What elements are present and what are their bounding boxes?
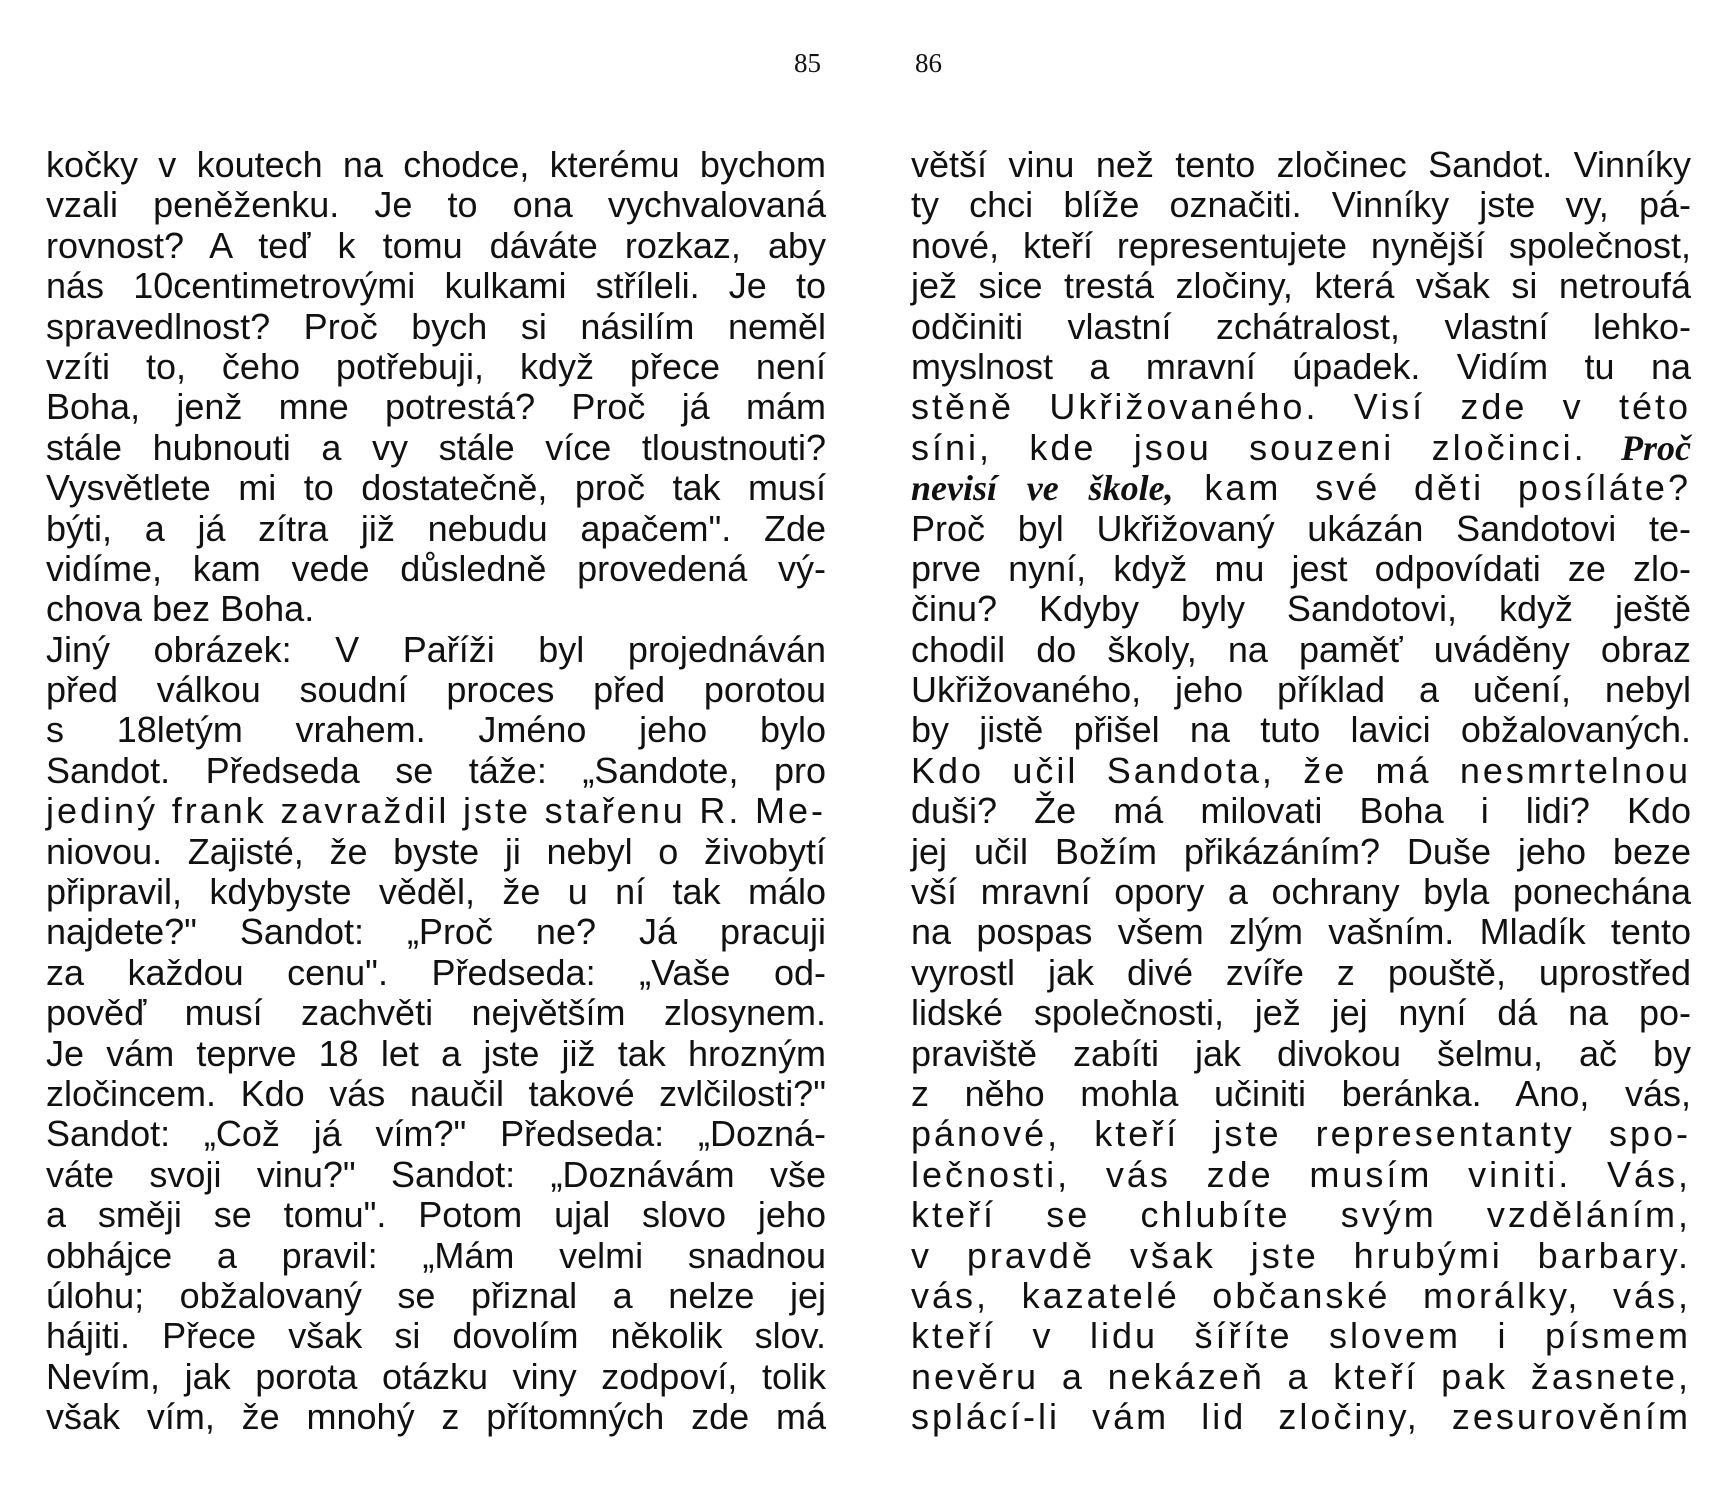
emphasis-text: Proč: [1621, 427, 1691, 468]
text-line: obhájce a pravil: „Mám velmi snadnou: [46, 1234, 826, 1276]
text-line: na pospas všem zlým vašním. Mladík tento: [911, 911, 1691, 953]
text-line: před válkou soudní proces před porotou: [46, 669, 826, 711]
text-line: a směji se tomu". Potom ujal slovo jeho: [46, 1194, 826, 1236]
text-line: vás, kazatelé občanské morálky, vás,: [911, 1274, 1691, 1316]
text-line: nás 10centimetrovými kulkami stříleli. Je to: [46, 265, 826, 307]
text-line: niovou. Zajisté, že byste ji nebyl o živobytí: [46, 830, 826, 872]
text-line: hájiti. Přece však si dovolím několik slov.: [46, 1315, 826, 1357]
text-line: praviště zabíti jak divokou šelmu, ač by: [911, 1032, 1691, 1074]
text-line: [911, 468, 1691, 508]
text-line: prve nyní, když mu jest odpovídati ze zlo-: [911, 547, 1691, 589]
text-line: zločincem. Kdo vás naučil takové zvlčilosti?": [46, 1072, 826, 1114]
text-line: vidíme, kam vede důsledně provedená vý-: [46, 547, 826, 589]
text-line: váte svoji vinu?" Sandot: „Doznávám vše: [46, 1153, 826, 1195]
text-line: stěně Ukřižovaného. Visí zde v této: [911, 386, 1691, 428]
page-number-left: 85: [794, 48, 821, 78]
text-line: spravedlnost? Proč bych si násilím neměl: [46, 305, 826, 347]
text-line: lečnosti, vás zde musím viniti. Vás,: [911, 1153, 1691, 1195]
text-line: vzali peněženku. Je to ona vychvalovaná: [46, 184, 826, 226]
text-line: rovnost? A teď k tomu dáváte rozkaz, aby: [46, 224, 826, 266]
text-line: s 18letým vrahem. Jméno jeho bylo: [46, 709, 826, 751]
text-line: pověď musí zachvěti největším zlosynem.: [46, 992, 826, 1034]
text-line: chova bez Boha.: [46, 588, 315, 630]
text-line: býti, a já zítra již nebudu apačem". Zde: [46, 507, 826, 549]
text-line: Kdo učil Sandota, že má nesmrtelnou: [911, 749, 1691, 791]
text-line: odčiniti vlastní zchátralost, vlastní lehko-: [911, 305, 1691, 347]
text-line: Proč byl Ukřižovaný ukázán Sandotovi te-: [911, 507, 1691, 549]
text-line: by jistě přišel na tuto lavici obžalovaných.: [911, 709, 1691, 751]
text-line: lidské společnosti, jež jej nyní dá na po-: [911, 992, 1691, 1034]
text-line: činu? Kdyby byly Sandotovi, když ještě: [911, 588, 1691, 630]
page-number-right: 86: [915, 48, 942, 78]
text-line: kočky v koutech na chodce, kterému bychom: [46, 144, 826, 185]
text-line: chodil do školy, na paměť uváděny obraz: [911, 628, 1691, 670]
text-line: za každou cenu". Předseda: „Vaše od-: [46, 951, 826, 993]
text-line: připravil, kdybyste věděl, že u ní tak málo: [46, 871, 826, 913]
text-line: stále hubnouti a vy stále více tloustnouti?: [46, 426, 826, 468]
left-page: [46, 0, 826, 1500]
text-line: Ukřižovaného, jeho příklad a učení, nebyl: [911, 669, 1691, 711]
right-page: [911, 0, 1691, 1500]
text-line: jej učil Božím přikázáním? Duše jeho beze: [911, 830, 1691, 872]
text-line: větší vinu než tento zločinec Sandot. Vinníky: [911, 144, 1691, 185]
text-line: kteří se chlubíte svým vzděláním,: [911, 1194, 1691, 1236]
text-line: splácí-li vám lid zločiny, zesurověním: [911, 1396, 1691, 1438]
text-line: jež sice trestá zločiny, která však si netroufá: [911, 265, 1691, 307]
text-line: Vysvětlete mi to dostatečně, proč tak musí: [46, 467, 826, 509]
text-line: úlohu; obžalovaný se přiznal a nelze jej: [46, 1274, 826, 1316]
text-line: Je vám teprve 18 let a jste již tak hrozným: [46, 1032, 826, 1074]
text-segment: kam své děti posíláte?: [1204, 467, 1691, 509]
text-line: kteří v lidu šíříte slovem i písmem: [911, 1315, 1691, 1357]
text-line: v pravdě však jste hrubými barbary.: [911, 1234, 1691, 1276]
text-line: pánové, kteří jste representanty spo-: [911, 1113, 1691, 1155]
text-line: [911, 428, 1691, 468]
text-line: jediný frank zavraždil jste stařenu R. Me-: [46, 790, 826, 832]
text-line: však vím, že mnohý z přítomných zde má: [46, 1396, 826, 1438]
text-line: duši? Že má milovati Boha i lidi? Kdo: [911, 790, 1691, 832]
text-line: ty chci blíže označiti. Vinníky jste vy, pá-: [911, 184, 1691, 226]
text-line: vzíti to, čeho potřebuji, když přece není: [46, 345, 826, 387]
right-page-text: [911, 145, 1691, 1438]
text-line: najdete?" Sandot: „Proč ne? Já pracuji: [46, 911, 826, 953]
text-line: nové, kteří representujete nynější společnost,: [911, 224, 1691, 266]
text-segment: síni, kde jsou souzeni zločinci.: [911, 426, 1587, 468]
left-page-text: [46, 145, 826, 1438]
text-line: Sandot: „Což já vím?" Předseda: „Dozná-: [46, 1113, 826, 1155]
text-line: myslnost a mravní úpadek. Vidím tu na: [911, 345, 1691, 387]
text-line: z něho mohla učiniti beránka. Ano, vás,: [911, 1072, 1691, 1114]
emphasis-text: nevisí ve škole,: [911, 468, 1174, 509]
text-line: Nevím, jak porota otázku viny zodpoví, tolik: [46, 1355, 826, 1397]
text-line: vyrostl jak divé zvíře z pouště, uprostřed: [911, 951, 1691, 993]
text-line: nevěru a nekázeň a kteří pak žasnete,: [911, 1355, 1691, 1397]
text-line: Boha, jenž mne potrestá? Proč já mám: [46, 386, 826, 428]
text-line: Sandot. Předseda se táže: „Sandote, pro: [46, 749, 826, 791]
text-line: vší mravní opory a ochrany byla ponechána: [911, 871, 1691, 913]
text-line: Jiný obrázek: V Paříži byl projednáván: [46, 628, 826, 670]
